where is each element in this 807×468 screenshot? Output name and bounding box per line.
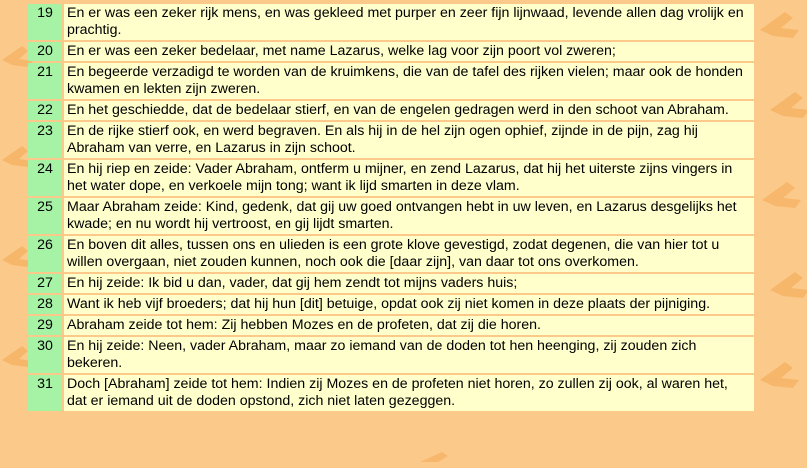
bird-decoration-icon: [420, 452, 448, 462]
verse-row: [28, 295, 754, 314]
verse-number: 29: [28, 316, 62, 335]
verse-number: 30: [28, 337, 62, 373]
verse-text: En hij riep en zeide: Vader Abraham, ontferm u mijner, en zend Lazarus, dat hij het uiterste zijns vingers in het water dope, en verkoele mijn tong; want ik lijd smarten in deze vlam.: [62, 160, 754, 196]
verse-list: [28, 4, 754, 411]
verse-text: Doch [Abraham] zeide tot hem: Indien zij Mozes en de profeten niet horen, zo zullen zij ook, al waren het, dat er iemand uit de doden opstond, zich niet laten gezeggen.: [62, 375, 754, 411]
verse-text: En boven dit alles, tussen ons en ulieden is een grote klove gevestigd, zodat degenen, die van hier tot u willen overgaan, niet zouden kunnen, noch ook die [daar zijn], van daar tot ons overkomen.: [62, 236, 754, 272]
bird-decoration-icon: [770, 272, 807, 298]
verse-row: [28, 4, 754, 40]
verse-table: [28, 2, 754, 413]
verse-text: En er was een zeker rijk mens, en was gekleed met purper en zeer fijn lijnwaad, levende allen dag vrolijk en prachtig.: [62, 4, 754, 40]
verse-text: En er was een zeker bedelaar, met name Lazarus, welke lag voor zijn poort vol zweren;: [62, 42, 754, 61]
verse-text: En hij zeide: Neen, vader Abraham, maar zo iemand van de doden tot hen heenging, zij zouden zich bekeren.: [62, 337, 754, 373]
bird-decoration-icon: [760, 12, 799, 38]
verse-number: 22: [28, 101, 62, 120]
verse-text: Abraham zeide tot hem: Zij hebben Mozes en de profeten, dat zij die horen.: [62, 316, 754, 335]
verse-text: Maar Abraham zeide: Kind, gedenk, dat gij uw goed ontvangen hebt in uw leven, en Lazarus desgelijks het kwade; en nu wordt hij vertroost, en gij lijdt smarten.: [62, 198, 754, 234]
verse-text: En de rijke stierf ook, en werd begraven. En als hij in de hel zijn ogen ophief, zijnde in de pijn, zag hij Abraham van verre, en Lazarus in zijn schoot.: [62, 122, 754, 158]
verse-number: 21: [28, 63, 62, 99]
verse-row: [28, 160, 754, 196]
verse-text: En begeerde verzadigd te worden van de kruimkens, die van de tafel des rijken vielen; maar ook de honden kwamen en lekten zijn zweren.: [62, 63, 754, 99]
bird-decoration-icon: [762, 182, 801, 208]
verse-number: 28: [28, 295, 62, 314]
verse-number: 25: [28, 198, 62, 234]
verse-number: 24: [28, 160, 62, 196]
verse-row: [28, 42, 754, 61]
verse-number: 19: [28, 4, 62, 40]
verse-number: 20: [28, 42, 62, 61]
verse-row: [28, 375, 754, 411]
verse-text: Want ik heb vijf broeders; dat hij hun [dit] betuige, opdat ook zij niet komen in deze plaats der pijniging.: [62, 295, 754, 314]
verse-number: 26: [28, 236, 62, 272]
verse-row: [28, 101, 754, 120]
verse-text: En het geschiedde, dat de bedelaar stierf, en van de engelen gedragen werd in den schoot van Abraham.: [62, 101, 754, 120]
bird-decoration-icon: [770, 92, 807, 118]
bird-decoration-icon: [760, 362, 799, 388]
verse-number: 27: [28, 274, 62, 293]
verse-text: En hij zeide: Ik bid u dan, vader, dat gij hem zendt tot mijns vaders huis;: [62, 274, 754, 293]
verse-row: [28, 198, 754, 234]
verse-number: 23: [28, 122, 62, 158]
verse-row: [28, 274, 754, 293]
verse-number: 31: [28, 375, 62, 411]
verse-row: [28, 316, 754, 335]
verse-row: [28, 63, 754, 99]
verse-row: [28, 337, 754, 373]
verse-row: [28, 122, 754, 158]
verse-row: [28, 236, 754, 272]
